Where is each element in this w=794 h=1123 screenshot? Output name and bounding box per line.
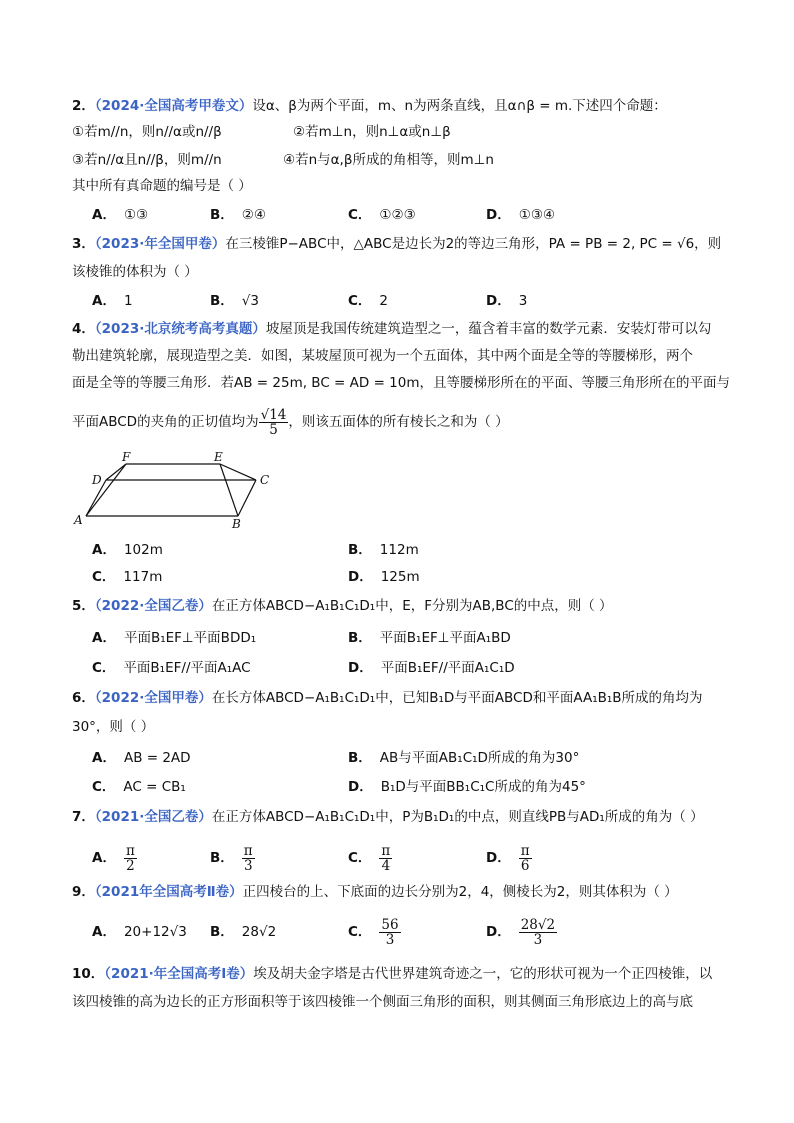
option-label: A． <box>92 924 116 940</box>
fraction-denominator: 2 <box>126 857 135 874</box>
proposition-text: ④若n与α,β所成的角相等，则m⊥n <box>283 152 494 168</box>
option-text: 3 <box>518 293 528 309</box>
fraction-denominator: 3 <box>385 931 395 948</box>
fraction-numerator: π <box>243 842 253 859</box>
edge-be <box>220 464 238 516</box>
option-text: 2 <box>379 293 389 309</box>
question-source: （2022·全国乙卷） <box>94 598 212 614</box>
question-number: 10． <box>72 966 105 982</box>
option-label: C． <box>348 924 372 940</box>
option-text: ①②③ <box>379 207 416 223</box>
option-text: ①③ <box>123 207 149 223</box>
proposition-text: ③若n//α且n//β，则m//n <box>72 152 222 168</box>
q3-option-a[interactable] <box>92 292 133 310</box>
option-text: 平面B₁EF⊥平面BDD₁ <box>123 630 257 646</box>
question-source: （2023·年全国甲卷） <box>94 236 226 252</box>
option-label: C． <box>92 660 116 676</box>
vertex-label-c: C <box>260 473 270 487</box>
fraction-sqrt14-over-5 <box>259 408 289 437</box>
option-label: A． <box>92 542 116 558</box>
question-text: 正四棱台的上、下底面的边长分别为2，4，侧棱长为2，则其体积为（ ） <box>242 884 678 900</box>
option-text: 平面B₁EF//平面A₁AC <box>123 660 251 676</box>
q3-option-c[interactable] <box>348 292 388 310</box>
q4-pentahedron-figure <box>70 450 280 530</box>
proposition-text: ①若m//n，则n//α或n//β <box>72 124 222 140</box>
option-label: B． <box>210 293 234 309</box>
q2-option-c[interactable] <box>348 206 416 224</box>
question-number: 7． <box>72 809 95 825</box>
q7-stem <box>72 808 704 826</box>
option-label: C． <box>348 293 372 309</box>
q5-option-b[interactable] <box>348 629 511 647</box>
fraction <box>242 844 255 873</box>
option-text: AC = CB₁ <box>123 779 186 795</box>
question-text: 设α、β为两个平面，m、n为两条直线，且α∩β = m.下述四个命题： <box>252 98 667 114</box>
edge-af <box>86 464 126 516</box>
q6-option-b[interactable] <box>348 749 579 767</box>
option-label: B． <box>348 542 372 558</box>
option-label: B． <box>210 850 234 866</box>
option-text: 117m <box>123 569 163 585</box>
fraction <box>379 844 392 873</box>
q2-option-d[interactable] <box>486 206 555 224</box>
question-text: 在长方体ABCD−A₁B₁C₁D₁中，已知B₁D与平面ABCD和平面AA₁B₁B所成的角均为 <box>211 690 703 706</box>
q2-proposition-1 <box>72 123 222 141</box>
edge-ce <box>220 464 256 480</box>
option-label: A． <box>92 630 116 646</box>
question-text: 30°，则（ ） <box>72 719 155 735</box>
option-label: B． <box>348 750 372 766</box>
q5-stem <box>72 597 613 615</box>
option-text: AB与平面AB₁C₁D所成的角为30° <box>379 750 580 766</box>
q2-proposition-3 <box>72 151 222 169</box>
question-source: （2022·全国甲卷） <box>94 690 212 706</box>
q6-stem-cont <box>72 718 154 736</box>
fraction-numerator: √14 <box>260 406 287 423</box>
vertex-label-f: F <box>122 450 131 464</box>
option-text: AB = 2AD <box>123 750 191 766</box>
option-label: C． <box>348 850 372 866</box>
option-label: B． <box>210 924 234 940</box>
option-label: D． <box>486 207 511 223</box>
question-source: （2021·年全国高考Ⅰ卷） <box>104 966 254 982</box>
question-text: 面是全等的等腰三角形．若AB = 25m, BC = AD = 10m，且等腰梯形所在的平面、等腰三角形所在的平面与 <box>72 375 730 391</box>
q7-option-d[interactable] <box>486 842 532 874</box>
question-text: 在正方体ABCD−A₁B₁C₁D₁中，E，F分别为AB,BC的中点，则（ ） <box>211 598 613 614</box>
q9-option-a[interactable] <box>92 916 187 948</box>
q2-proposition-4 <box>283 151 494 169</box>
fraction <box>519 844 532 873</box>
q2-ask <box>72 177 252 195</box>
option-label: D． <box>486 850 511 866</box>
question-source: （2021年全国高考Ⅱ卷） <box>94 884 243 900</box>
option-label: C． <box>92 779 116 795</box>
question-number: 5． <box>72 598 95 614</box>
q2-option-b[interactable] <box>210 206 266 224</box>
proposition-text: ②若m⊥n，则n⊥α或n⊥β <box>293 124 451 140</box>
q5-option-c[interactable] <box>92 659 251 677</box>
q5-option-a[interactable] <box>92 629 256 647</box>
fraction-denominator: 6 <box>520 857 530 874</box>
fraction-numerator: π <box>125 842 135 859</box>
q6-stem <box>72 689 703 707</box>
q9-stem <box>72 883 678 901</box>
question-text: 在三棱锥P−ABC中，△ABC是边长为2的等边三角形，PA = PB = 2, PC = √6，则 <box>225 236 722 252</box>
vertex-label-e: E <box>214 450 223 464</box>
option-label: B． <box>210 207 234 223</box>
q2-proposition-2 <box>293 123 451 141</box>
q2-stem <box>72 97 667 115</box>
vertex-label-a: A <box>74 513 83 527</box>
question-text: 坡屋顶是我国传统建筑造型之一，蕴含着丰富的数学元素．安装灯带可以勾 <box>265 321 712 337</box>
q5-option-d[interactable] <box>348 659 515 677</box>
option-label: D． <box>348 660 373 676</box>
q4-stem-3 <box>72 374 730 392</box>
question-text: 勒出建筑轮廓，展现造型之美．如图，某坡屋顶可视为一个五面体，其中两个面是全等的等腰梯形，两个 <box>72 348 693 364</box>
question-number: 3． <box>72 236 95 252</box>
question-text: 该棱锥的体积为（ ） <box>72 264 198 280</box>
question-text: ，则该五面体的所有棱长之和为（ ） <box>288 414 509 430</box>
q7-option-c[interactable] <box>348 842 392 874</box>
q4-option-b[interactable] <box>348 541 419 559</box>
option-text: √3 <box>241 293 259 309</box>
vertex-label-d: D <box>92 473 102 487</box>
option-text: 20+12√3 <box>123 924 187 940</box>
fraction-denominator: 3 <box>533 931 543 948</box>
option-text: 112m <box>379 542 419 558</box>
option-label: D． <box>486 924 511 940</box>
option-text: 平面B₁EF//平面A₁C₁D <box>380 660 515 676</box>
question-number: 4． <box>72 321 95 337</box>
question-text: 埃及胡夫金字塔是古代世界建筑奇迹之一，它的形状可视为一个正四棱锥，以 <box>253 966 713 982</box>
fraction-numerator: π <box>381 842 391 859</box>
q10-stem-cont <box>72 993 693 1011</box>
q4-option-a[interactable] <box>92 541 163 559</box>
fraction-numerator: π <box>520 842 530 859</box>
q3-option-b[interactable] <box>210 292 259 310</box>
q3-stem-cont <box>72 263 198 281</box>
option-text: 28√2 <box>241 924 277 940</box>
option-label: A． <box>92 750 116 766</box>
option-text: ②④ <box>241 207 267 223</box>
fraction-numerator: 28√2 <box>520 916 556 933</box>
vertex-label-b: B <box>232 517 241 530</box>
fraction <box>519 918 557 947</box>
fraction-denominator: 5 <box>269 421 278 438</box>
option-label: A． <box>92 293 116 309</box>
option-text: 1 <box>123 293 133 309</box>
question-text: 其中所有真命题的编号是（ ） <box>72 178 252 194</box>
option-text: 平面B₁EF⊥平面A₁BD <box>379 630 511 646</box>
option-label: D． <box>486 293 511 309</box>
question-source: （2023·北京统考高考真题） <box>94 321 266 337</box>
q6-option-c[interactable] <box>92 778 186 796</box>
q9-option-b[interactable] <box>210 916 276 948</box>
option-label: D． <box>348 779 373 795</box>
question-source: （2021·全国乙卷） <box>94 809 212 825</box>
option-text: B₁D与平面BB₁C₁C所成的角为45° <box>380 779 586 795</box>
q4-stem <box>72 320 711 338</box>
question-text: 该四棱锥的高为边长的正方形面积等于该四棱锥一个侧面三角形的面积，则其侧面三角形底边上的高与底 <box>72 994 693 1010</box>
question-number: 9． <box>72 884 95 900</box>
q4-stem-4 <box>72 406 509 438</box>
q10-stem <box>72 965 712 983</box>
option-label: A． <box>92 850 116 866</box>
fraction-denominator: 4 <box>381 857 391 874</box>
fraction-numerator: 56 <box>381 916 399 933</box>
question-text: 平面ABCD的夹角的正切值均为 <box>72 414 259 430</box>
question-number: 6． <box>72 690 95 706</box>
q2-option-a[interactable] <box>92 206 148 224</box>
question-number: 2． <box>72 98 95 114</box>
q6-option-d[interactable] <box>348 778 586 796</box>
fraction <box>124 844 137 873</box>
option-text: 125m <box>380 569 420 585</box>
option-label: D． <box>348 569 373 585</box>
option-label: C． <box>92 569 116 585</box>
fraction <box>379 918 400 947</box>
question-source: （2024·全国高考甲卷文） <box>94 98 253 114</box>
option-label: A． <box>92 207 116 223</box>
q7-option-b[interactable] <box>210 842 255 874</box>
q3-stem <box>72 235 721 253</box>
q4-option-d[interactable] <box>348 568 420 586</box>
option-text: 102m <box>123 542 163 558</box>
option-label: B． <box>348 630 372 646</box>
q9-option-d[interactable] <box>486 916 557 948</box>
q4-option-c[interactable] <box>92 568 162 586</box>
fraction-denominator: 3 <box>243 857 253 874</box>
q6-option-a[interactable] <box>92 749 191 767</box>
edge-bc <box>238 480 256 516</box>
q9-option-c[interactable] <box>348 916 401 948</box>
q3-option-d[interactable] <box>486 292 527 310</box>
option-label: C． <box>348 207 372 223</box>
q4-stem-2 <box>72 347 693 365</box>
question-text: 在正方体ABCD−A₁B₁C₁D₁中，P为B₁D₁的中点，则直线PB与AD₁所成的角为（ ） <box>211 809 704 825</box>
q7-option-a[interactable] <box>92 842 137 874</box>
option-text: ①③④ <box>518 207 556 223</box>
